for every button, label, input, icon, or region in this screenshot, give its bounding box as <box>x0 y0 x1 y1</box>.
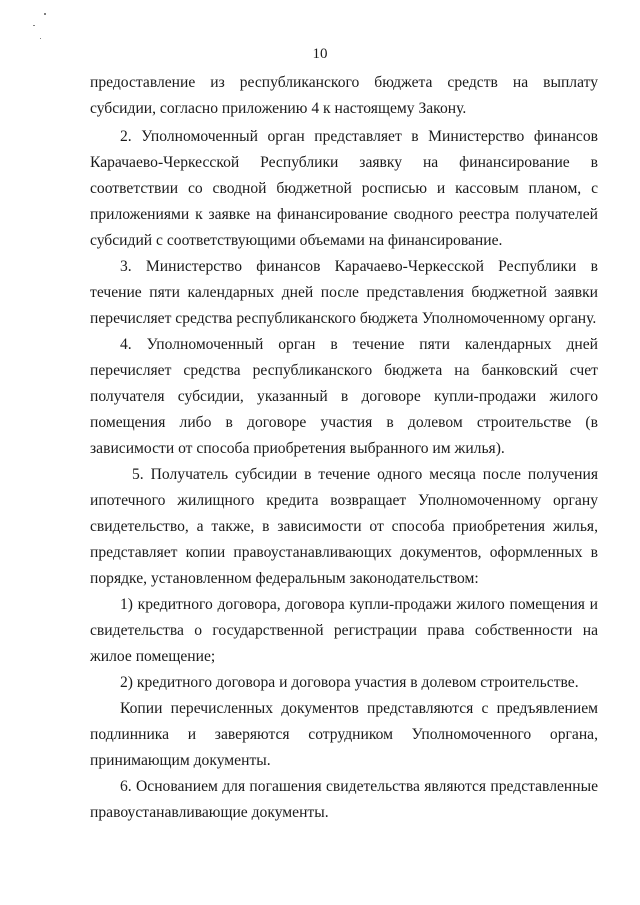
paragraph-subitem-2: 2) кредитного договора и договора участия в долевом строительстве. <box>120 674 579 691</box>
scan-speck <box>40 38 41 39</box>
paragraph-item-5: 5. Получатель субсидии в течение одного месяца после получения ипотечного жилищного кредита возвращает Уполномоченному органу свидетельство, а также, в зависимости от способа приобретения жилья, представляет копии правоустанавливающих документов, оформленных в порядке, установленном федеральным законодательством: <box>90 466 598 587</box>
document-body <box>90 70 598 826</box>
page-number: 10 <box>312 46 328 62</box>
paragraph-item-2: 2. Уполномоченный орган представляет в Министерство финансов Карачаево-Черкесской Республики заявку на финансирование в соответствии со сводной бюджетной росписью и кассовым планом, с приложениями к заявке на финансирование сводного реестра получателей субсидий с соответствующими объемами на финансирование. <box>90 128 598 249</box>
paragraph-item-6: 6. Основанием для погашения свидетельства являются представленные правоустанавливающие документы. <box>90 778 598 821</box>
paragraph-continuation: предоставление из республиканского бюджета средств на выплату субсидии, согласно приложению 4 к настоящему Закону. <box>90 74 598 117</box>
paragraph-copies-note: Копии перечисленных документов представляются с предъявлением подлинника и заверяются сотрудником Уполномоченного органа, принимающим документы. <box>90 700 598 769</box>
scan-speck <box>33 25 35 26</box>
paragraph-subitem-1: 1) кредитного договора, договора купли-продажи жилого помещения и свидетельства о государственной регистрации права собственности на жилое помещение; <box>90 596 598 665</box>
paragraph-item-4: 4. Уполномоченный орган в течение пяти календарных дней перечисляет средства республиканского бюджета на банковский счет получателя субсидии, указанный в договоре купли-продажи жилого помещения либо в договоре участия в долевом строительстве (в зависимости от способа приобретения выбранного им жилья). <box>90 336 598 457</box>
scan-speck <box>44 13 46 15</box>
paragraph-item-3: 3. Министерство финансов Карачаево-Черкесской Республики в течение пяти календарных дней после представления бюджетной заявки перечисляет средства республиканского бюджета Уполномоченному органу. <box>90 258 598 327</box>
